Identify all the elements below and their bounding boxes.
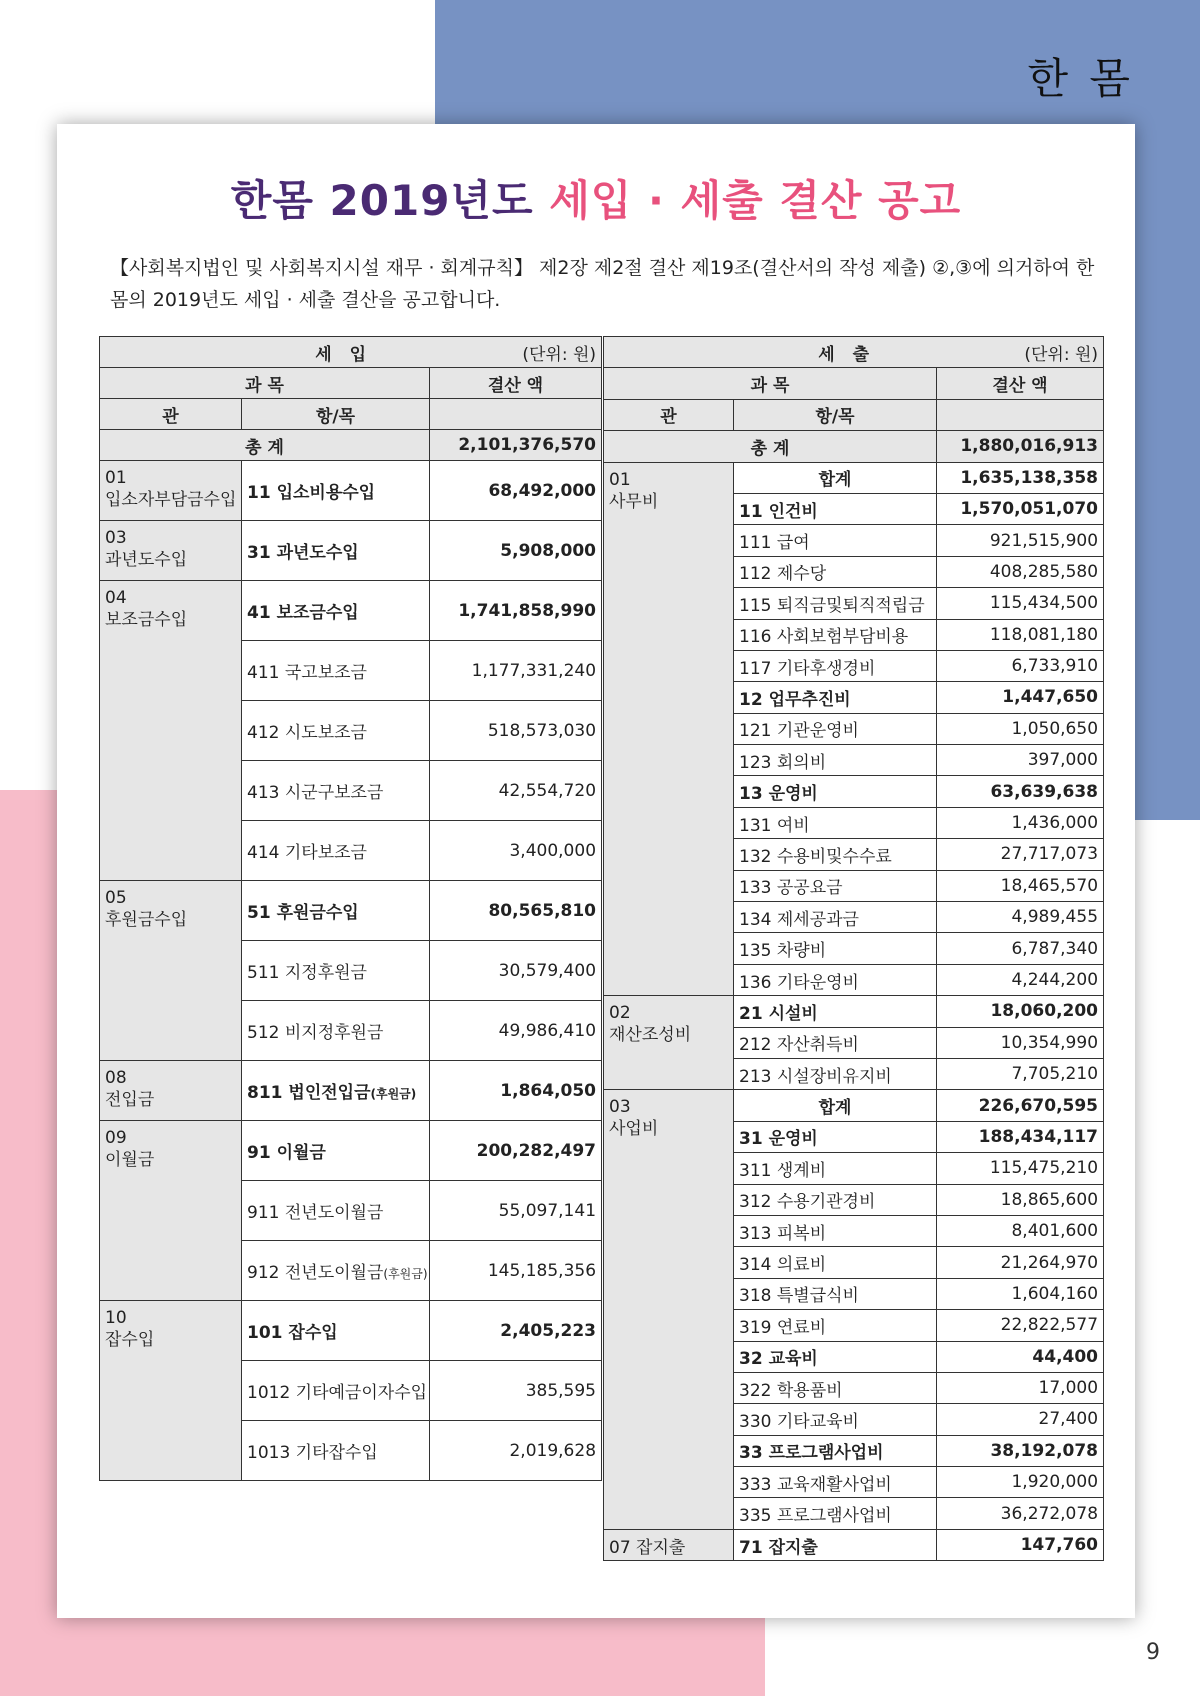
category-cell [100,1121,242,1301]
table-row [100,581,602,641]
item-label-text: 13 운영비 [739,784,818,805]
item-amount: 6,733,910 [937,650,1104,681]
category-name: 사무비 [609,491,659,512]
item-label-text: 116 사회보험부담비용 [739,627,909,648]
item-label [734,1184,937,1215]
item-label-text: 212 자산취득비 [739,1035,859,1056]
table-header-inner [609,340,1098,365]
item-label [734,1435,937,1466]
item-label [734,1215,937,1246]
item-label [734,1529,937,1560]
item-amount: 1,920,000 [937,1467,1104,1498]
category-code: 03 [609,1097,631,1118]
category-name: 후원금수입 [105,910,188,930]
item-amount: 1,050,650 [937,713,1104,744]
item-label-text: 71 잡지출 [739,1537,818,1558]
expense-table [603,336,1104,1561]
category-code: 03 [105,528,127,548]
category-code: 02 [609,1003,631,1024]
item-label-text: 31 운영비 [739,1129,818,1150]
category-code: 08 [105,1068,127,1088]
category-cell [604,1529,734,1560]
item-label-text: 132 수용비및수수료 [739,846,892,867]
page-number: 9 [1146,1640,1160,1665]
item-label [242,821,430,881]
item-amount: 30,579,400 [430,941,602,1001]
item-amount: 55,097,141 [430,1181,602,1241]
item-label [242,1241,430,1301]
item-label [734,525,937,556]
item-label-text: 133 공공요금 [739,878,843,899]
item-label-text: 414 기타보조금 [247,843,367,863]
item-label-text: 335 프로그램사업비 [739,1506,892,1527]
item-label [242,1061,430,1121]
item-label [734,1404,937,1435]
title-part1: 한몸 2019년도 [230,176,534,225]
item-amount: 5,908,000 [430,521,602,581]
category-name: 과년도수입 [105,550,188,570]
item-label [734,493,937,524]
item-label [734,1372,937,1403]
item-label [242,1181,430,1241]
category-name: 보조금수입 [105,610,188,630]
item-amount: 17,000 [937,1372,1104,1403]
item-amount: 145,185,356 [430,1241,602,1301]
table-header-inner [105,340,596,365]
category-code: 04 [105,588,127,608]
item-label [734,996,937,1027]
item-label [734,745,937,776]
item-label-text: 319 연료비 [739,1317,827,1338]
category-code: 09 [105,1128,127,1148]
item-label [734,933,937,964]
category-name: 잡수입 [105,1330,155,1350]
item-label-text: 32 교육비 [739,1349,818,1370]
item-amount: 1,177,331,240 [430,641,602,701]
category-name: 사업비 [609,1119,659,1140]
item-label-text: 31 과년도수입 [247,543,359,563]
item-amount: 36,272,078 [937,1498,1104,1529]
item-amount: 44,400 [937,1341,1104,1372]
item-amount: 1,864,050 [430,1061,602,1121]
item-amount: 408,285,580 [937,556,1104,587]
item-label [242,1001,430,1061]
item-label-text: 21 시설비 [739,1003,818,1024]
item-label-text: 511 지정후원금 [247,963,367,983]
item-label [734,964,937,995]
item-amount: 1,604,160 [937,1278,1104,1309]
table-row [100,881,602,941]
item-amount: 1,570,051,070 [937,493,1104,524]
category-name: 잡지출 [636,1537,686,1558]
item-amount: 1,635,138,358 [937,462,1104,493]
item-label [242,941,430,1001]
item-amount: 6,787,340 [937,933,1104,964]
item-label [734,807,937,838]
table-row [100,1121,602,1181]
category-code: 01 [105,468,127,488]
category-cell [604,1090,734,1529]
item-amount: 21,264,970 [937,1247,1104,1278]
item-amount: 1,436,000 [937,807,1104,838]
item-amount: 1,447,650 [937,682,1104,713]
item-label [734,902,937,933]
item-label-text: 121 기관운영비 [739,721,859,742]
item-label [734,619,937,650]
item-label-text: 314 의료비 [739,1255,827,1276]
category-cell [100,1061,242,1121]
total-amount: 2,101,376,570 [430,430,602,461]
item-amount: 4,244,200 [937,964,1104,995]
item-amount: 921,515,900 [937,525,1104,556]
item-label-text: 11 인건비 [739,501,818,522]
item-label-text: 213 시설장비유지비 [739,1066,892,1087]
item-label-text: 51 후원금수입 [247,903,359,923]
item-amount: 385,595 [430,1361,602,1421]
item-label [734,776,937,807]
table-row [100,461,602,521]
item-label [734,1498,937,1529]
gwan-header: 관 [604,399,734,430]
table-row [604,1529,1104,1560]
item-label [734,1153,937,1184]
item-label-text: 101 잡수입 [247,1323,338,1343]
item-amount: 22,822,577 [937,1310,1104,1341]
category-cell [604,996,734,1090]
item-amount: 118,081,180 [937,619,1104,650]
total-label: 총 계 [604,431,937,462]
gwan-header: 관 [100,399,242,430]
item-label [242,701,430,761]
item-amount: 27,400 [937,1404,1104,1435]
subject-header: 과 목 [604,368,937,399]
item-label [734,1278,937,1309]
item-amount: 68,492,000 [430,461,602,521]
category-code: 07 [609,1537,631,1558]
item-label-text: 512 비지정후원금 [247,1023,384,1043]
title-part2: 세입 · 세출 결산 공고 [549,176,962,225]
item-label-suffix: (후원금) [370,1087,417,1101]
item-amount: 147,760 [937,1529,1104,1560]
item-label-suffix: (후원금) [383,1267,428,1281]
table-row [604,1090,1104,1121]
category-cell [100,461,242,521]
hangmok-header: 항/목 [734,399,937,430]
item-label-text: 1012 기타예금이자수입 [247,1383,428,1403]
item-label [734,588,937,619]
item-label [242,641,430,701]
page-title [57,168,1135,228]
item-amount: 3,400,000 [430,821,602,881]
item-amount: 80,565,810 [430,881,602,941]
item-amount: 115,434,500 [937,588,1104,619]
category-cell [100,881,242,1061]
item-amount: 18,465,570 [937,870,1104,901]
item-amount: 18,060,200 [937,996,1104,1027]
unit-label: (단위: 원) [1024,344,1099,365]
blank-header [937,399,1104,430]
item-label-text: 12 업무추진비 [739,689,851,710]
item-amount: 7,705,210 [937,1058,1104,1089]
item-label-text: 135 차량비 [739,941,827,962]
item-label [734,713,937,744]
item-amount: 2,405,223 [430,1301,602,1361]
item-label [734,1090,937,1121]
item-label-text: 123 회의비 [739,752,827,773]
intro-text: 【사회복지법인 및 사회복지시설 재무 · 회계규칙】 제2장 제2절 결산 제19조(결산서의 작성 제출) ②,③에 의거하여 한몸의 2019년도 세입 · 세출 결산을 공고합니다. [110,257,1095,311]
hangmok-header: 항/목 [242,399,430,430]
item-label-text: 117 기타후생경비 [739,658,876,679]
revenue-table [99,336,602,1481]
item-label [734,1467,937,1498]
item-amount: 8,401,600 [937,1215,1104,1246]
item-amount: 4,989,455 [937,902,1104,933]
item-amount: 226,670,595 [937,1090,1104,1121]
category-cell [100,521,242,581]
item-amount: 27,717,073 [937,839,1104,870]
item-label-text: 33 프로그램사업비 [739,1443,884,1464]
item-label-text: 91 이월금 [247,1143,326,1163]
subject-header: 과 목 [100,368,430,399]
unit-label: (단위: 원) [522,344,597,365]
item-amount: 200,282,497 [430,1121,602,1181]
amount-header: 결산 액 [430,368,602,399]
category-cell [604,462,734,996]
item-label-text: 322 학용품비 [739,1380,843,1401]
item-label [734,1027,937,1058]
item-amount: 49,986,410 [430,1001,602,1061]
item-label [734,839,937,870]
table-title: 세 입 [315,344,373,365]
item-label-text: 134 제세공과금 [739,909,859,930]
item-amount: 18,865,600 [937,1184,1104,1215]
item-label [734,1058,937,1089]
item-label [242,1301,430,1361]
amount-header: 결산 액 [937,368,1104,399]
item-label [242,761,430,821]
category-name: 전입금 [105,1090,155,1110]
category-cell [100,1301,242,1481]
announcement-card [57,124,1135,1618]
category-name: 재산조성비 [609,1025,692,1046]
item-label-text: 811 법인전입금 [247,1083,371,1103]
item-label-text: 912 전년도이월금 [247,1263,384,1283]
item-label-text: 413 시군구보조금 [247,783,384,803]
item-label-text: 111 급여 [739,533,810,554]
item-label-text: 313 피복비 [739,1223,827,1244]
item-label-text: 합계 [818,470,852,491]
item-label-text: 합계 [818,1098,852,1119]
item-amount: 2,019,628 [430,1421,602,1481]
item-label-text: 136 기타운영비 [739,972,859,993]
item-label-text: 312 수용기관경비 [739,1192,876,1213]
item-label-text: 411 국고보조금 [247,663,367,683]
item-label [734,462,937,493]
item-label [242,581,430,641]
item-amount: 1,741,858,990 [430,581,602,641]
item-label [242,881,430,941]
item-label-text: 318 특별급식비 [739,1286,859,1307]
category-name: 이월금 [105,1150,155,1170]
item-label [242,1121,430,1181]
item-label [734,870,937,901]
item-label [242,521,430,581]
item-label [734,556,937,587]
category-name: 입소자부담금수입 [105,490,237,510]
table-row [100,521,602,581]
item-amount: 188,434,117 [937,1121,1104,1152]
item-label [734,1121,937,1152]
item-label-text: 115 퇴직금및퇴직적립금 [739,595,925,616]
item-label-text: 311 생계비 [739,1160,827,1181]
item-amount: 38,192,078 [937,1435,1104,1466]
table-row [100,1061,602,1121]
category-code: 01 [609,469,631,490]
category-cell [100,581,242,881]
item-label-text: 911 전년도이월금 [247,1203,384,1223]
category-code: 05 [105,888,127,908]
item-label [734,1247,937,1278]
item-amount: 518,573,030 [430,701,602,761]
item-label [734,1341,937,1372]
item-label-text: 330 기타교육비 [739,1411,859,1432]
item-label-text: 412 시도보조금 [247,723,367,743]
item-label-text: 112 제수당 [739,564,827,585]
item-label [242,1421,430,1481]
item-amount: 42,554,720 [430,761,602,821]
item-label [242,1361,430,1421]
item-amount: 397,000 [937,745,1104,776]
table-header [100,337,602,368]
item-label-text: 11 입소비용수입 [247,483,376,503]
item-amount: 63,639,638 [937,776,1104,807]
table-title: 세 출 [818,344,876,365]
total-amount: 1,880,016,913 [937,431,1104,462]
brand-name: 한 몸 [1027,54,1134,103]
item-amount: 115,475,210 [937,1153,1104,1184]
item-label-text: 41 보조금수입 [247,603,359,623]
item-label-text: 1013 기타잡수입 [247,1443,378,1463]
item-label [734,1310,937,1341]
category-code: 10 [105,1308,127,1328]
item-amount: 10,354,990 [937,1027,1104,1058]
table-row [604,996,1104,1027]
blank-header [430,399,602,430]
item-label-text: 131 여비 [739,815,810,836]
total-label: 총 계 [100,430,430,461]
item-label [734,650,937,681]
item-label-text: 333 교육재활사업비 [739,1474,892,1495]
item-label [734,682,937,713]
table-row [100,1301,602,1361]
table-header [604,337,1104,368]
item-label [242,461,430,521]
table-row [604,462,1104,493]
